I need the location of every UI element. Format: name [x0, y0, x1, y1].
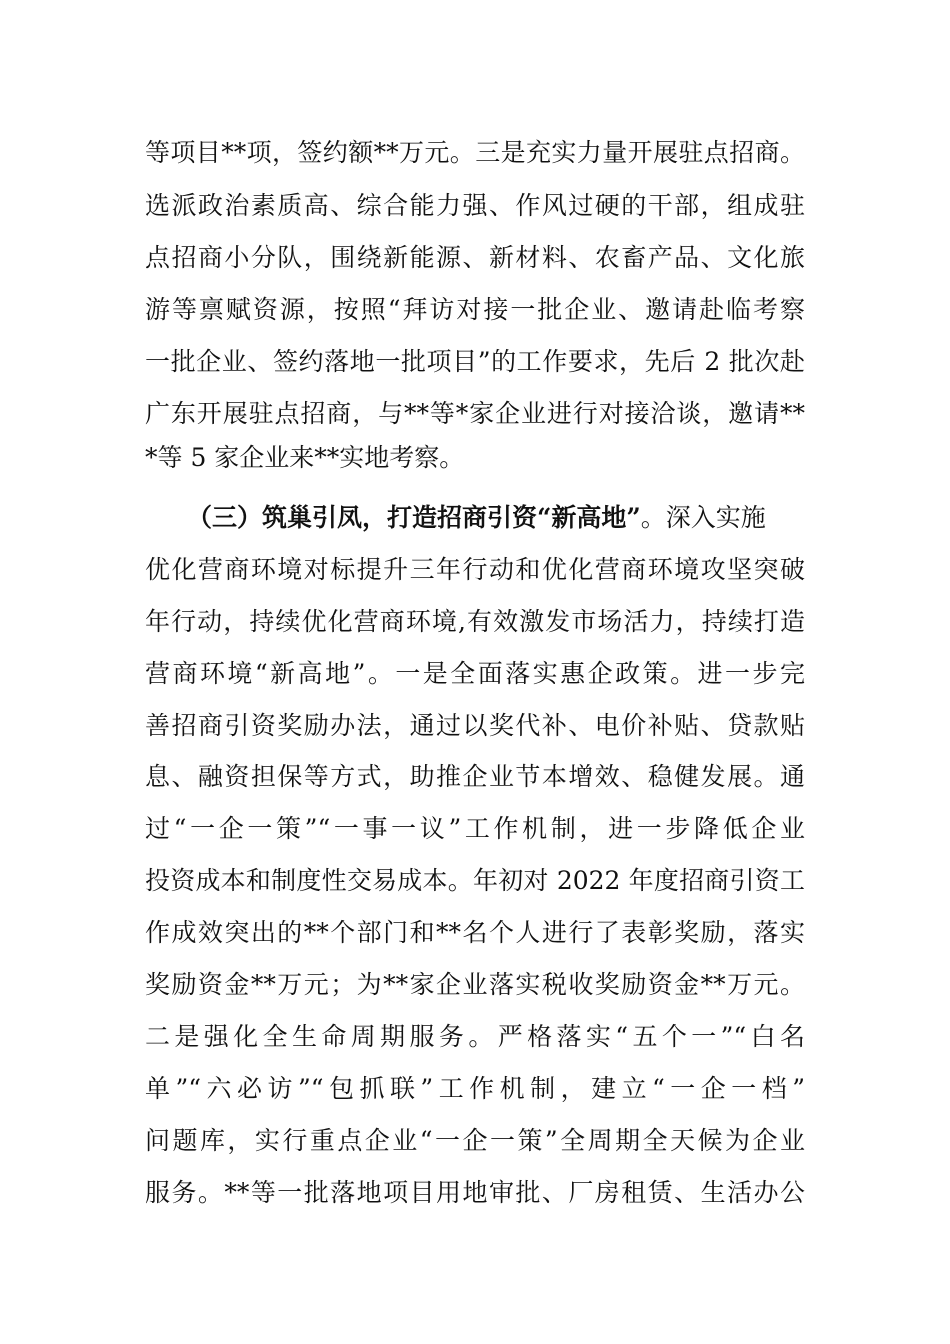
paragraph-line: 点招商小分队，围绕新能源、新材料、农畜产品、文化旅 [145, 243, 805, 272]
section-heading: （三）筑巢引凤，打造招商引资“新高地” [187, 503, 641, 532]
paragraph-line: 等项目**项，签约额**万元。三是充实力量开展驻点招商。 [145, 138, 805, 167]
paragraph-line: 单”“六必访”“包抓联”工作机制，建立“一企一档” [145, 1074, 805, 1103]
paragraph-line: 过“一企一策”“一事一议”工作机制，进一步降低企业 [145, 814, 805, 843]
section-heading-line [187, 498, 805, 534]
paragraph-line: 年行动，持续优化营商环境,有效激发市场活力，持续打造 [145, 607, 805, 636]
paragraph-line: 息、融资担保等方式，助推企业节本增效、稳健发展。通 [145, 762, 805, 791]
paragraph-line: 服务。**等一批落地项目用地审批、厂房租赁、生活办公 [145, 1178, 805, 1207]
paragraph-line: 优化营商环境对标提升三年行动和优化营商环境攻坚突破 [145, 555, 805, 584]
paragraph-line: 投资成本和制度性交易成本。年初对 2022 年度招商引资工 [145, 866, 805, 895]
paragraph-line: 奖励资金**万元；为**家企业落实税收奖励资金**万元。 [145, 970, 805, 999]
section-heading-tail: 。深入实施 [640, 503, 766, 532]
paragraph-line: 营商环境“新高地”。一是全面落实惠企政策。进一步完 [145, 659, 805, 688]
paragraph-line: 作成效突出的**个部门和**名个人进行了表彰奖励，落实 [145, 918, 805, 947]
paragraph-line: 善招商引资奖励办法，通过以奖代补、电价补贴、贷款贴 [145, 711, 805, 740]
paragraph-line: 二是强化全生命周期服务。严格落实“五个一”“白名 [145, 1022, 805, 1051]
paragraph-line: 选派政治素质高、综合能力强、作风过硬的干部，组成驻 [145, 191, 805, 220]
paragraph-line: 一批企业、签约落地一批项目”的工作要求，先后 2 批次赴 [145, 347, 805, 376]
paragraph-line: *等 5 家企业来**实地考察。 [145, 443, 465, 472]
paragraph-line: 游等禀赋资源，按照“拜访对接一批企业、邀请赴临考察 [145, 295, 805, 324]
paragraph-line: 问题库，实行重点企业“一企一策”全周期全天候为企业 [145, 1126, 805, 1155]
paragraph-line: 广东开展驻点招商，与**等*家企业进行对接洽谈，邀请** [145, 399, 805, 428]
